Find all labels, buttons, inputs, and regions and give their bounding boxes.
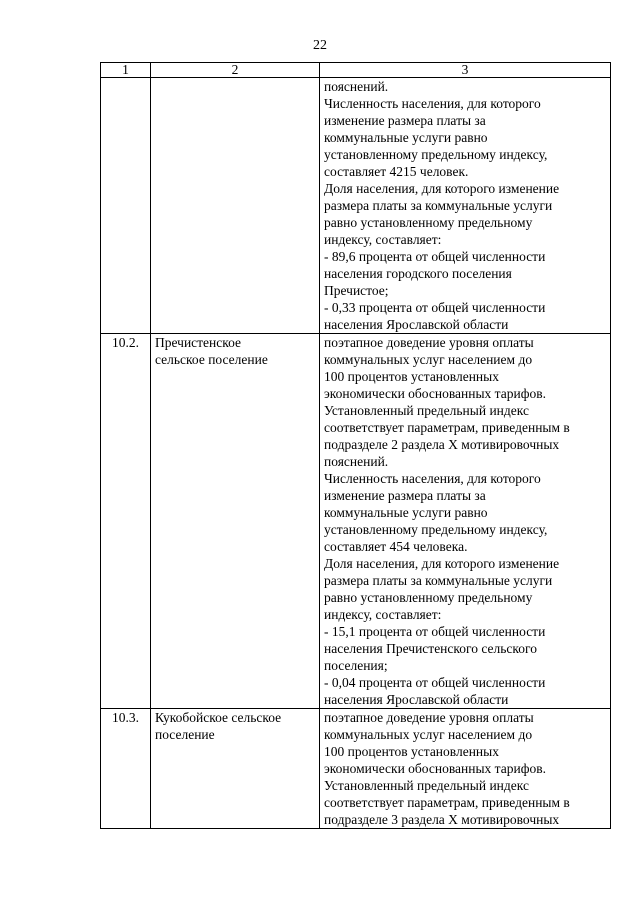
description-line: подразделе 3 раздела X мотивировочных: [324, 812, 560, 827]
description-line: населения Пречистенского сельского: [324, 641, 537, 656]
description-line: изменение размера платы за: [324, 113, 486, 128]
description-line: поселения;: [324, 658, 388, 673]
description-line: - 0,04 процента от общей численности: [324, 675, 546, 690]
description-line: 100 процентов установленных: [324, 369, 499, 384]
row-number: 10.3.: [101, 709, 151, 829]
settlement-name-line: Кукобойское сельское: [155, 710, 282, 725]
row-number: [101, 78, 151, 334]
column-header-2: 2: [151, 63, 320, 78]
description-line: коммунальные услуги равно: [324, 505, 488, 520]
description-line: установленному предельному индексу,: [324, 147, 548, 162]
description-line: населения Ярославской области: [324, 317, 509, 332]
column-header-1: 1: [101, 63, 151, 78]
description-line: равно установленному предельному: [324, 215, 533, 230]
description-line: экономически обоснованных тарифов.: [324, 386, 546, 401]
description-text: [320, 334, 611, 709]
description-line: индексу, составляет:: [324, 607, 442, 622]
table-row: [101, 78, 611, 334]
table-header-row: [101, 63, 611, 78]
description-line: соответствует параметрам, приведенным в: [324, 795, 570, 810]
description-line: поэтапное доведение уровня оплаты: [324, 710, 534, 725]
page-number: 22: [313, 38, 327, 53]
description-line: Пречистое;: [324, 283, 389, 298]
description-line: коммунальные услуги равно: [324, 130, 488, 145]
description-line: пояснений.: [324, 79, 389, 94]
settlement-name: [151, 709, 320, 829]
settlement-name-line: поселение: [155, 727, 215, 742]
description-line: установленному предельному индексу,: [324, 522, 548, 537]
description-line: 100 процентов установленных: [324, 744, 499, 759]
settlement-name: [151, 334, 320, 709]
table-row: [101, 334, 611, 709]
description-text: [320, 709, 611, 829]
description-line: коммунальных услуг населением до: [324, 352, 533, 367]
description-line: равно установленному предельному: [324, 590, 533, 605]
description-line: - 89,6 процента от общей численности: [324, 249, 546, 264]
description-line: Установленный предельный индекс: [324, 403, 529, 418]
description-line: Численность населения, для которого: [324, 96, 541, 111]
description-line: размера платы за коммунальные услуги: [324, 198, 553, 213]
description-line: коммунальных услуг населением до: [324, 727, 533, 742]
description-line: Численность населения, для которого: [324, 471, 541, 486]
description-text: [320, 78, 611, 334]
description-line: - 15,1 процента от общей численности: [324, 624, 546, 639]
document-table: [100, 62, 611, 829]
description-line: пояснений.: [324, 454, 389, 469]
description-line: изменение размера платы за: [324, 488, 486, 503]
table-body: [101, 78, 611, 829]
description-line: населения городского поселения: [324, 266, 512, 281]
description-line: подразделе 2 раздела X мотивировочных: [324, 437, 560, 452]
description-line: размера платы за коммунальные услуги: [324, 573, 553, 588]
description-line: поэтапное доведение уровня оплаты: [324, 335, 534, 350]
settlement-name-line: сельское поселение: [155, 352, 268, 367]
description-line: населения Ярославской области: [324, 692, 509, 707]
description-line: индексу, составляет:: [324, 232, 442, 247]
column-header-3: 3: [320, 63, 611, 78]
description-line: составляет 4215 человек.: [324, 164, 469, 179]
settlement-name-line: Пречистенское: [155, 335, 242, 350]
row-number: 10.2.: [101, 334, 151, 709]
description-line: - 0,33 процента от общей численности: [324, 300, 546, 315]
description-line: составляет 454 человека.: [324, 539, 468, 554]
description-line: соответствует параметрам, приведенным в: [324, 420, 570, 435]
settlement-name: [151, 78, 320, 334]
description-line: Доля населения, для которого изменение: [324, 556, 560, 571]
description-line: экономически обоснованных тарифов.: [324, 761, 546, 776]
description-line: Установленный предельный индекс: [324, 778, 529, 793]
table-row: [101, 709, 611, 829]
description-line: Доля населения, для которого изменение: [324, 181, 560, 196]
